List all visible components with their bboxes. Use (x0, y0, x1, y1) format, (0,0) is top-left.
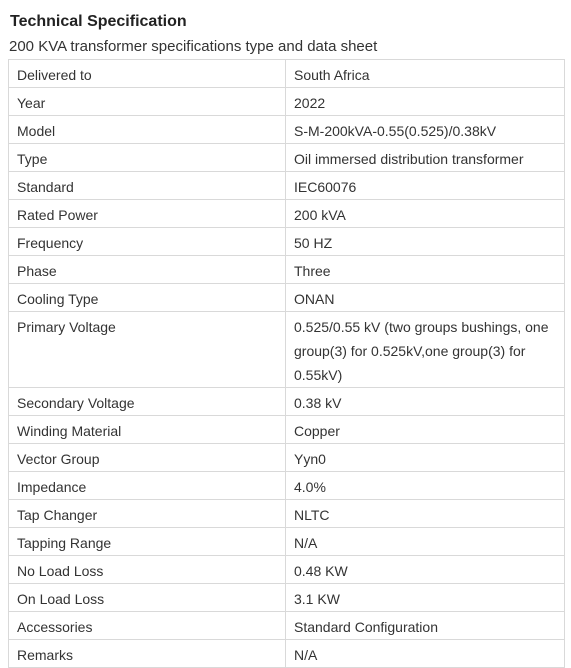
spec-key: Year (9, 88, 286, 116)
spec-key: Impedance (9, 472, 286, 500)
page-subtitle: 200 KVA transformer specifications type and data sheet (9, 38, 378, 55)
spec-value: IEC60076 (286, 172, 565, 200)
spec-value: Oil immersed distribution transformer (286, 144, 565, 172)
table-row (9, 200, 565, 228)
spec-key: Phase (9, 256, 286, 284)
spec-value: 3.1 KW (286, 584, 565, 612)
spec-value: 0.38 kV (286, 388, 565, 416)
table-row (9, 88, 565, 116)
spec-value: ONAN (286, 284, 565, 312)
spec-value: South Africa (286, 60, 565, 88)
page-title: Technical Specification (10, 13, 187, 30)
spec-key: Tapping Range (9, 528, 286, 556)
spec-key: Vector Group (9, 444, 286, 472)
table-row (9, 172, 565, 200)
spec-key: Tap Changer (9, 500, 286, 528)
spec-value: 0.48 KW (286, 556, 565, 584)
spec-value: Yyn0 (286, 444, 565, 472)
table-row (9, 472, 565, 500)
spec-key: Frequency (9, 228, 286, 256)
spec-key: Remarks (9, 640, 286, 668)
spec-key: Primary Voltage (9, 312, 286, 388)
table-row (9, 60, 565, 88)
spec-value: 2022 (286, 88, 565, 116)
table-row (9, 584, 565, 612)
table-row (9, 416, 565, 444)
spec-value: N/A (286, 640, 565, 668)
spec-table (8, 59, 565, 668)
spec-key: Cooling Type (9, 284, 286, 312)
table-row (9, 500, 565, 528)
spec-value: 4.0% (286, 472, 565, 500)
table-row (9, 528, 565, 556)
spec-key: No Load Loss (9, 556, 286, 584)
spec-key: On Load Loss (9, 584, 286, 612)
table-row (9, 556, 565, 584)
spec-value: Standard Configuration (286, 612, 565, 640)
table-row (9, 312, 565, 388)
table-row (9, 256, 565, 284)
table-row (9, 116, 565, 144)
spec-value: 200 kVA (286, 200, 565, 228)
table-row (9, 144, 565, 172)
table-row (9, 388, 565, 416)
spec-key: Type (9, 144, 286, 172)
spec-value: NLTC (286, 500, 565, 528)
spec-key: Delivered to (9, 60, 286, 88)
spec-key: Rated Power (9, 200, 286, 228)
spec-value: S-M-200kVA-0.55(0.525)/0.38kV (286, 116, 565, 144)
spec-key: Winding Material (9, 416, 286, 444)
spec-value: 50 HZ (286, 228, 565, 256)
spec-value: N/A (286, 528, 565, 556)
spec-key: Accessories (9, 612, 286, 640)
spec-value: 0.525/0.55 kV (two groups bushings, one group(3) for 0.525kV,one group(3) for 0.55kV) (286, 312, 565, 388)
table-row (9, 444, 565, 472)
table-row (9, 612, 565, 640)
spec-value: Copper (286, 416, 565, 444)
spec-key: Model (9, 116, 286, 144)
spec-value: Three (286, 256, 565, 284)
table-row (9, 228, 565, 256)
table-row (9, 640, 565, 668)
spec-key: Secondary Voltage (9, 388, 286, 416)
table-row (9, 284, 565, 312)
spec-key: Standard (9, 172, 286, 200)
